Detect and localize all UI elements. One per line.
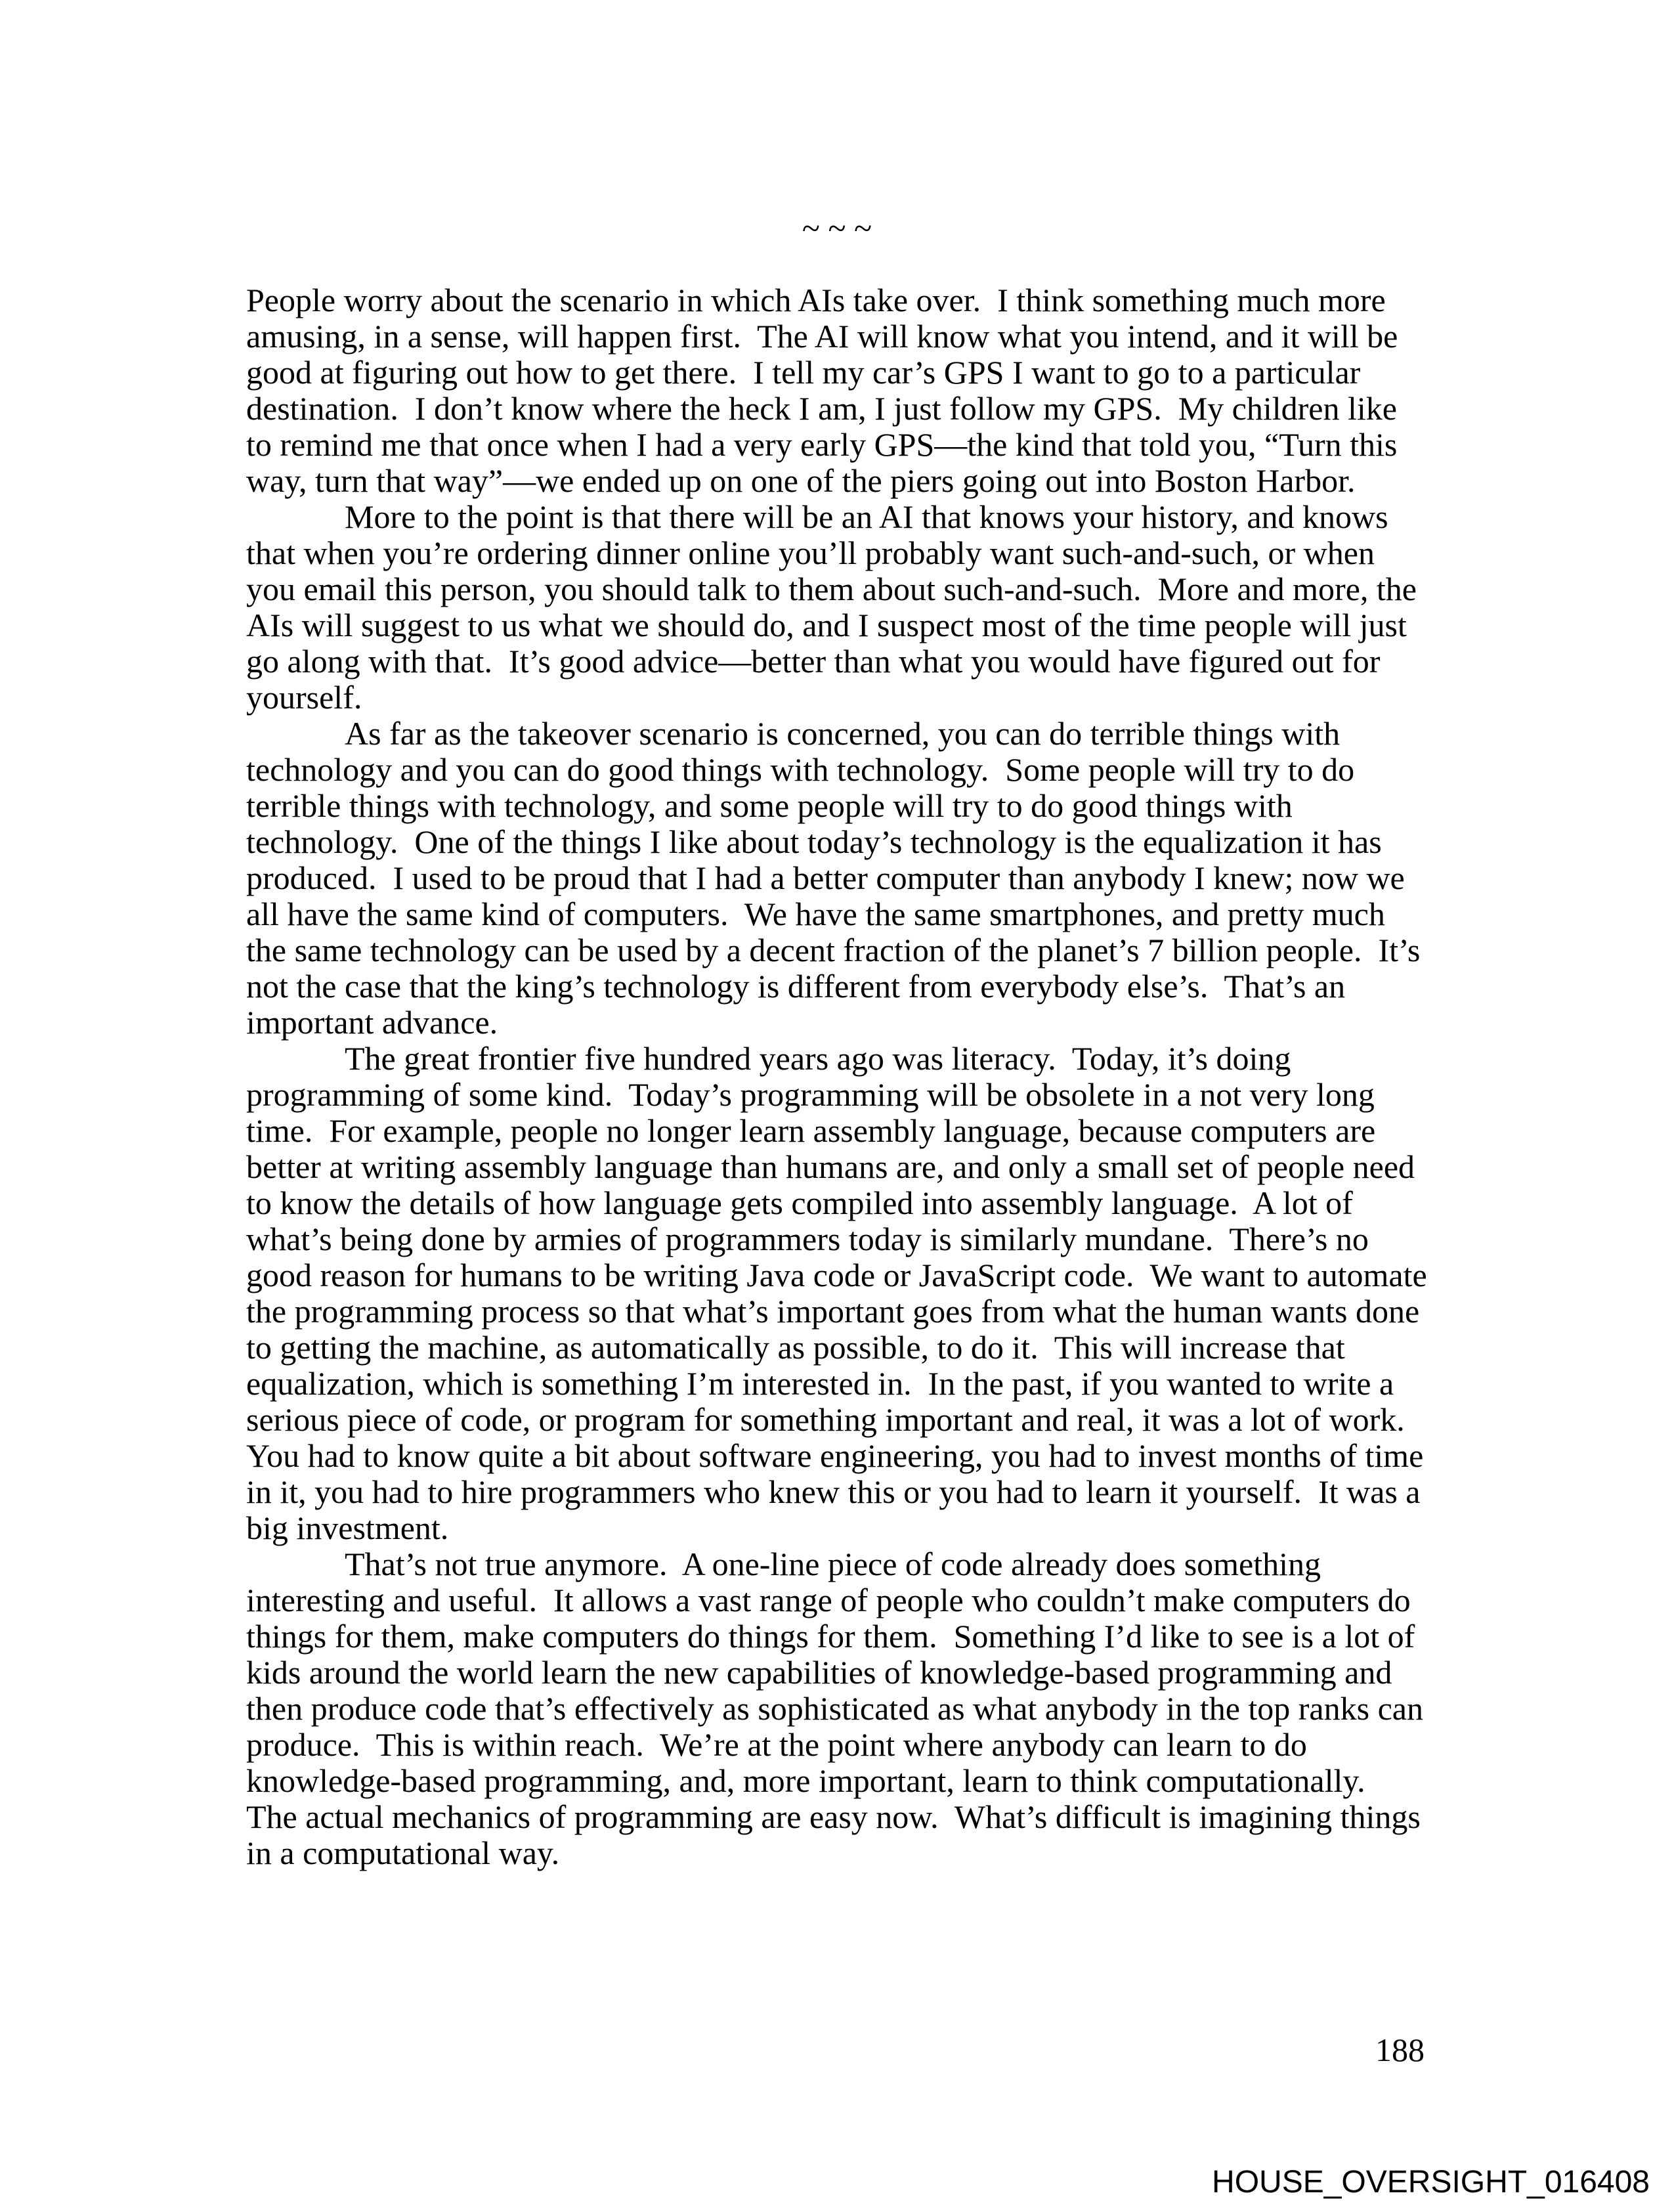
- bates-stamp: HOUSE_OVERSIGHT_016408: [1212, 2165, 1650, 2200]
- paragraph-3: As far as the takeover scenario is concerned, you can do terrible things with technology and you can do good things with technology. Some people will try to do terrible things with technology, and some people will try to do good things with technology. One of the things I like about today’s technology is the equalization it has produced. I used to be proud that I had a better computer than anybody I knew; now we all have the same kind of computers. We have the same smartphones, and pretty much the same technology can be used by a decent fraction of the planet’s 7 billion people. It’s not the case that the king’s technology is different from everybody else’s. That’s an important advance.: [246, 715, 1428, 1041]
- paragraph-1: People worry about the scenario in which AIs take over. I think something much more amusing, in a sense, will happen first. The AI will know what you intend, and it will be good at figuring out how to get there. I tell my car’s GPS I want to go to a particular destination. I don’t know where the heck I am, I just follow my GPS. My children like to remind me that once when I had a very early GPS—the kind that told you, “Turn this way, turn that way”—we ended up on one of the piers going out into Boston Harbor.: [246, 282, 1406, 499]
- paragraph-4: The great frontier five hundred years ago was literacy. Today, it’s doing programming of some kind. Today’s programming will be obsolete in a not very long time. For example, people no longer learn assembly language, because computers are better at writing assembly language than humans are, and only a small set of people need to know the details of how language gets compiled into assembly language. A lot of what’s being done by armies of programmers today is similarly mundane. There’s no good reason for humans to be writing Java code or JavaScript code. We want to automate the programming process so that what’s important goes from what the human wants done to getting the machine, as automatically as possible, to do it. This will increase that equalization, which is something I’m interested in. In the past, if you wanted to write a serious piece of code, or program for something important and real, it was a lot of work. You had to know quite a bit about software engineering, you had to invest months of time in it, you had to hire programmers who knew this or you had to learn it yourself. It was a big investment.: [246, 1040, 1436, 1546]
- paragraph-5: That’s not true anymore. A one-line piece of code already does something interesting and useful. It allows a vast range of people who couldn’t make computers do things for them, make computers do things for them. Something I’d like to see is a lot of kids around the world learn the new capabilities of knowledge-based programming and then produce code that’s effectively as sophisticated as what anybody in the top ranks can produce. This is within reach. We’re at the point where anybody can learn to do knowledge-based programming, and, more important, learn to think computationally. The actual mechanics of programming are easy now. What’s difficult is imagining things in a computational way.: [246, 1546, 1432, 1871]
- document-body: [246, 282, 1436, 1871]
- section-separator: ~ ~ ~: [802, 209, 872, 246]
- paragraph-2: More to the point is that there will be an AI that knows your history, and knows that when you’re ordering dinner online you’ll probably want such-and-such, or when you email this person, you should talk to them about such-and-such. More and more, the AIs will suggest to us what we should do, and I suspect most of the time people will just go along with that. It’s good advice—better than what you would have figured out for yourself.: [246, 498, 1423, 716]
- page-number: 188: [1375, 2031, 1425, 2068]
